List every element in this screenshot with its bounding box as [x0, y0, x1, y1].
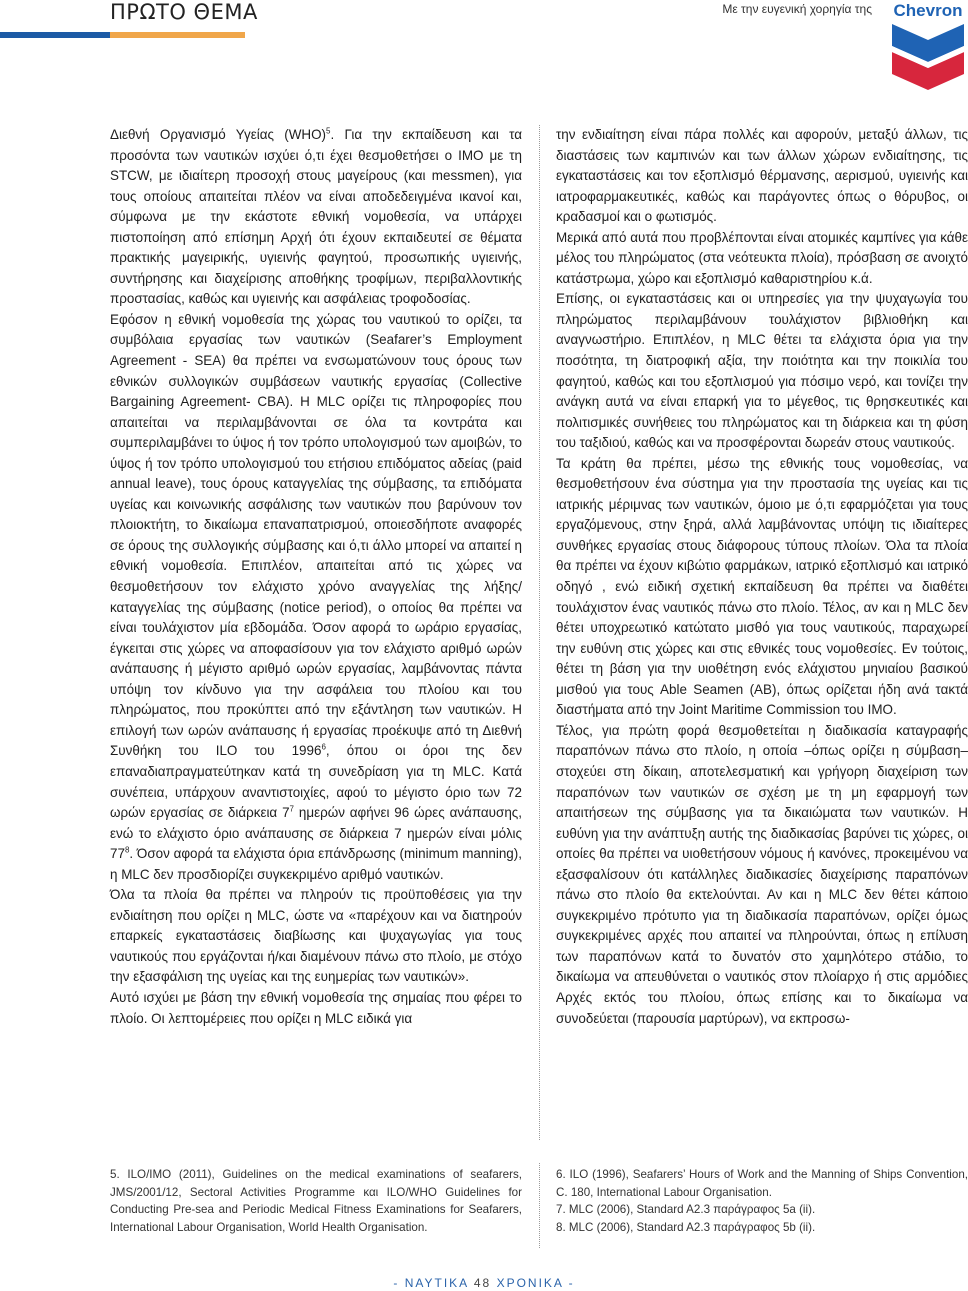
column-divider: [539, 125, 540, 1140]
footnote: 5. ILO/IMO (2011), Guidelines on the medical examinations of seafarers, JMS/2001/12, Sectoral Activities Programme και ILO/WHO Guidelines for Conducting Pre-sea and Periodic Medical Fitness Examinations for Seafarers, International Labour Organisation, World Health Organisation.: [110, 1168, 522, 1235]
footnotes-left: [110, 1166, 522, 1237]
paragraph: την ενδιαίτηση είναι πάρα πολλές και αφορούν, μεταξύ άλλων, τις διαστάσεις των καμπινών και των άλλων χώρων ενδιαίτησης, τις εγκαταστάσεις και τον εξοπλισμό θέρμανσης, αερισμού, υγιεινής και ιατροφαρμακευτικές, καθώς και παράγοντες όπως ο θόρυβος, οι κραδασμοί και ο φωτισμός.: [556, 127, 968, 225]
left-column: [110, 125, 522, 1029]
logo-wordmark: Chevron: [893, 1, 963, 20]
footer-suffix: ΧΡΟΝΙΚΑ -: [496, 1276, 575, 1290]
page-number: 48: [473, 1276, 492, 1290]
footer-prefix: - ΝΑΥΤΙΚΑ: [393, 1276, 469, 1290]
paragraph: Μερικά από αυτά που προβλέπονται είναι ατομικές καμπίνες για κάθε μέλος του πληρώματος (στα νεότευκτα πλοία), πρόσβαση σε ανοιχτό κατάστρωμα, χώρο και εξοπλισμό καθαριστηρίου κ.ά.: [556, 229, 968, 286]
paragraph: Αυτό ισχύει με βάση την εθνική νομοθεσία της σημαίας που φέρει το πλοίο. Οι λεπτομέρειες που ορίζει η MLC ειδικά για: [110, 989, 522, 1026]
header-bar-orange: [110, 32, 245, 38]
footnotes-right: [556, 1166, 968, 1237]
chevron-logo: [888, 0, 968, 90]
paragraph: Τα κράτη θα πρέπει, μέσω της εθνικής τους νομοθεσίας, να θεσμοθετήσουν ένα σύστημα για την προστασία της υγείας και τις ιατρικής μέριμνας των ναυτικών, όμοιο με ό,τι εφαρμόζεται για τους εργαζόμενους, στην ξηρά, αλλά λαμβάνοντας υπόψη τις ιδιαίτερες συνθήκες εργασίας στους διάφορους τύπους πλοίων. Όλα τα πλοία θα πρέπει να έχουν κιβώτιο φαρμάκων, ιατρικό εξοπλισμό και ιατρικό οδηγό , ενώ ειδική σχετική εκπαίδευση θα πρέπει να διαθέτει τουλάχιστον ένας ναυτικός πάνω στο πλοίο. Τέλος, αν και η MLC δεν θέτει υποχρεωτικό κατώτατο μισθό για τους ναυτικούς, παραχωρεί την ευθύνη στις χώρες και στις εθνικές τους νομοθεσίες. Εν τούτοις, θέτει τη βάση για την υιοθέτηση ενός ελάχιστου μηνιαίου βασικού μισθού για τους Able Seamen (AB), όπως ορίζεται ήδη ανά τακτά διαστήματα από την Joint Maritime Commission του ΙΜΟ.: [556, 455, 968, 718]
footnote-divider: [539, 1163, 540, 1248]
paragraph: Διεθνή Οργανισμό Υγείας (WHO)$^5$. Για την εκπαίδευση και τα προσόντα των ναυτικών ισχύει ό,τι έχει θεσμοθετήσει ο ΙΜΟ με τη STCW, με ιδιαίτερη προσοχή στους μαγείρους (και messmen), για τους οποίους απαιτείται πλέον να είναι αποδεδειγμένα ικανοί και, σύμφωνα με την εκάστοτε εθνική νομοθεσία, να υπάρχει πιστοποίηση από επίσημη Αρχή ότι έχουν εκπαιδευτεί σε θέματα πρακτικής μαγειρικής, υγιεινής φαγητού, προσωπικής υγιεινής, συντήρησης και διαχείρισης αποθήκης τροφίμων, περιβαλλοντικής προστασίας, καθώς και υγιεινής και ασφάλειας τροφοδοσίας.: [110, 126, 522, 307]
paragraph: Όλα τα πλοία θα πρέπει να πληρούν τις προϋποθέσεις για την ενδιαίτηση που ορίζει η MLC, ώστε να «παρέχουν και να διατηρούν επαρκείς εγκαταστάσεις διαβίωσης και ψυχαγωγίας για τους ναυτικούς που εργάζονται ή/και διαμένουν πάνω στο πλοίο, με στόχο την εξασφάλιση της υγείας και της ευημερίας των ναυτικών».: [110, 887, 522, 985]
paragraph: Επίσης, οι εγκαταστάσεις και οι υπηρεσίες για την ψυχαγωγία του πληρώματος περιλαμβάνουν τουλάχιστον βιβλιοθήκη και αναγνωστήριο. Επιπλέον, η MLC θέτει τα ελάχιστα όρια για την ποσότητα, τη διατροφική αξία, την ποιότητα και την ποικιλία του φαγητού, καθώς και του εξοπλισμού για πόσιμο νερό, και τονίζει την ανάγκη αυτά να είναι επαρκή για το μέγεθος, τις θρησκευτικές και πολιτισμικές συνήθειες του πληρώματος και τη διάρκεια και τη φύση του ταξιδιού, καθώς και να προσφέρονται δωρεάν στους ναυτικούς.: [556, 291, 968, 451]
paragraph: Τέλος, για πρώτη φορά θεσμοθετείται η διαδικασία καταγραφής παραπόνων πάνω στο πλοίο, η οποία –όπως ορίζει η σύμβαση– στοχεύει στη δίκαιη, αποτελεσματική και γρήγορη διαχείριση των παραπόνων των ναυτικών σε σχέση με τη μη εφαρμογή των απαιτήσεων της σύμβασης για τα δικαιώματα των ναυτικών. Η ευθύνη για την ανάπτυξη αυτής της διαδικασίας βαρύνει τις χώρες, οι οποίες θα πρέπει να υιοθετήσουν νόμους ή κανόνες, προκειμένου να εξασφαλίσουν ότι κατάλληλες διαδικασίες διαχείρισης παραπόνων πάνω στο πλοίο θα εκτελούνται. Αν και η MLC δεν θέτει κάποιο συγκεκριμένο πρότυπο για τη διαδικασία παραπόνων, ορίζει όμως συγκεκριμένες αρχές που απαιτεί να πληρούνται, όπως η επίλυση των παραπόνων κατά το δυνατόν στο χαμηλότερο στάδιο, το δικαίωμα να απευθύνεται ο ναυτικός στον πλοίαρχο ή στις αρμόδιες Αρχές εκτός του πλοίου, όπως επίσης και το δικαίωμα να συνοδεύεται (παρουσία μαρτύρων), να εκπροσω-: [556, 722, 968, 1026]
header-bar-blue: [0, 32, 110, 38]
section-title: ΠΡΩΤΟ ΘΕΜΑ: [110, 0, 258, 24]
page-footer: [0, 1276, 968, 1290]
footnote: 8. MLC (2006), Standard A2.3 παράγραφος 5b (ii).: [556, 1221, 816, 1235]
sponsor-text: Με την ευγενική χορηγία της: [722, 2, 872, 16]
right-column: [556, 125, 968, 1029]
footnote: 6. ILO (1996), Seafarers’ Hours of Work and the Manning of Ships Convention, C. 180, International Labour Organisation.: [556, 1168, 968, 1199]
header-color-bars: [0, 32, 245, 38]
paragraph: Εφόσον η εθνική νομοθεσία της χώρας του ναυτικού το ορίζει, τα συμβόλαια εργασίας των ναυτικών (Seafarer’s Employment Agreement - SEA) θα πρέπει να ενσωματώνουν τους όρους των εθνικών συλλογικών συμβάσεων ναυτικής εργασίας (Collective Bargaining Agreement- CBA). Η MLC ορίζει τις πληροφορίες που απαιτείται να περιλαμβάνονται σε όλα τα κοντράτα και συμπεριλαμβάνει το ύψος ή τον τρόπο υπολογισμού των αμοιβών, το ύψος ή τον τρόπο υπολογισμού του ετήσιου επιδόματος αδείας (paid annual leave), τους όρους καταγγελίας της σύμβασης, τα επιδόματα υγείας και κοινωνικής ασφάλισης των ναυτικών που βαρύνουν τον πλοιοκτήτη, το δικαίωμα επαναπατρισμού, οποιεσδήποτε αναφορές σε όρους της συλλογικής σύμβασης και ό,τι άλλο μπορεί να απαιτεί η εθνική νομοθεσία. Επιπλέον, απαιτείται από τις χώρες να θεσμοθετήσουν τον ελάχιστο χρόνο αναγγελίας της λήξης/καταγγελίας της σύμβασης (notice period), ο οποίος θα πρέπει να είναι τουλάχιστον μία εβδομάδα. Όσον αφορά το ωράριο εργασίας, έγκειται στις χώρες να αποφασίσουν για τον ελάχιστο αριθμό ωρών ανάπαυσης ή μέγιστο αριθμό ωρών εργασίας, λαμβάνοντας πάντα υπόψη τον κίνδυνο για την ασφάλεια του πλοίου και του πληρώματος, που προκύπτει από την εξάντληση των ναυτικών. Η επιλογή των ωρών ανάπαυσης ή εργασίας προέκυψε από τη Διεθνή Συνθήκη του ILO του 1996$^6$, όπου οι όροι της δεν επαναδιαπραγματεύτηκαν κατά τη συνεδρίαση για τη MLC. Κατά συνέπεια, υπάρχουν αναντιστοιχίες, αφού το μέγιστο όριο των 72 ωρών εργασίας σε διάρκεια $7^7$ ημερών αφήνει 96 ώρες ανάπαυσης, ενώ το ελάχιστο όριο ανάπαυσης σε διάρκεια 7 ημερών είναι μόλις $77^8$. Όσον αφορά τα ελάχιστα όρια επάνδρωσης (minimum manning), η MLC δεν προσδιορίζει συγκεκριμένο αριθμό ναυτικών.: [110, 311, 522, 882]
footnote: 7. MLC (2006), Standard A2.3 παράγραφος 5a (ii).: [556, 1203, 816, 1217]
